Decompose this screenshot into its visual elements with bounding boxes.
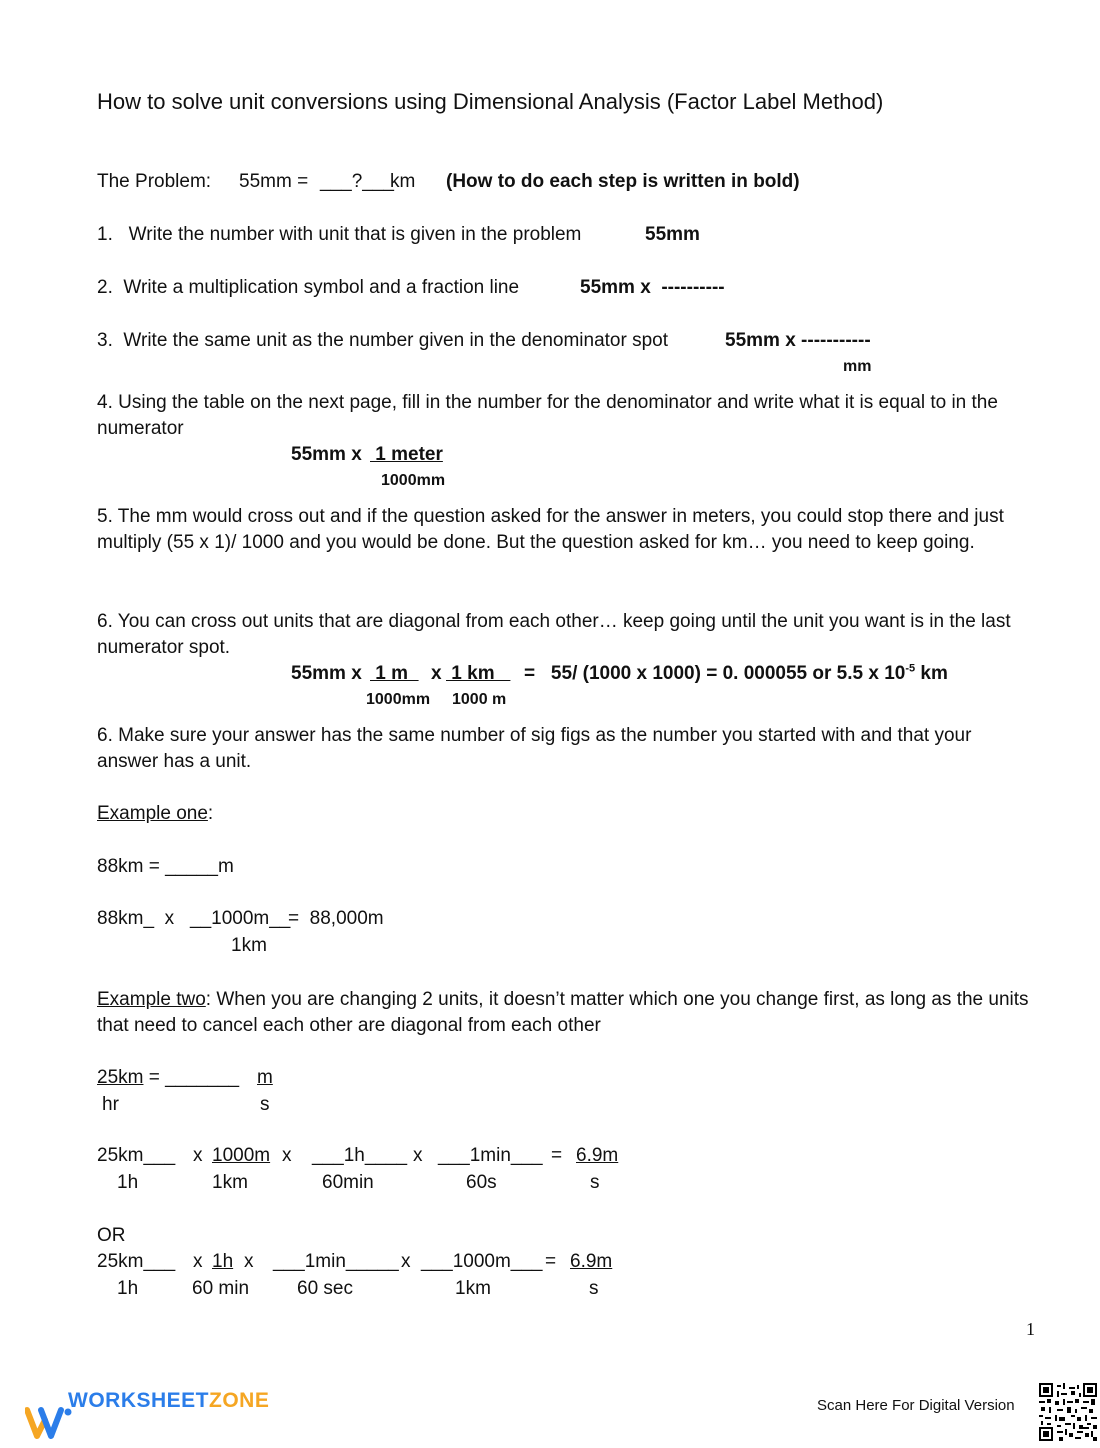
example-two-given-den: hr [102, 1094, 119, 1115]
problem-unit: km [390, 171, 416, 192]
example-two-text: : When you are changing 2 units, it doesn’t matter which one you change first, as long as the units that need to cancel each other are diagonal from each other [97, 989, 1029, 1036]
row2-f2-num: 1h [212, 1251, 234, 1272]
scan-caption: Scan Here For Digital Version [817, 1397, 1015, 1414]
problem-label: The Problem: [97, 171, 212, 192]
row2-f4-den: 1km [455, 1278, 491, 1299]
step-3-text: 3. Write the same unit as the number given in the denominator spot [97, 330, 669, 351]
row1-f1-num: 25km___ [97, 1145, 176, 1166]
example-two-heading: Example two [97, 989, 206, 1010]
problem-expr: 55mm = [239, 171, 309, 192]
step-4-eq-denominator: 1000mm [381, 472, 446, 489]
brand-worksheet: WORKSHEET [68, 1389, 209, 1412]
example-two-intro [97, 987, 1032, 1039]
step-6-eq-times: x [431, 663, 442, 684]
row1-f1-den: 1h [117, 1172, 139, 1193]
step-6-eq-numerator-1: 1 m [370, 663, 419, 684]
step-7-text: 6. Make sure your answer has the same number of sig figs as the number you started with and that your answer has a unit. [97, 725, 972, 772]
step-6-eq-result [524, 663, 948, 686]
qr-code-icon[interactable] [1028, 1360, 1086, 1418]
page-number: 1 [1026, 1319, 1035, 1339]
row1-f2-num: 1000m [212, 1145, 271, 1166]
or-label: OR [97, 1225, 126, 1246]
row1-result-num: 6.9m [576, 1145, 619, 1166]
step-6-eq-denominator-2: 1000 m [452, 691, 507, 708]
row1-f2-den: 1km [212, 1172, 248, 1193]
example-two-given-unit-num: m [257, 1067, 273, 1088]
step-6-eq-numerator-2: 1 km [446, 663, 511, 684]
row1-x2: x [282, 1145, 292, 1166]
row1-result-den: s [590, 1172, 600, 1193]
example-two-given-num: 25km [97, 1067, 144, 1088]
step-1-text: 1. Write the number with unit that is given in the problem [97, 224, 582, 245]
problem-note: (How to do each step is written in bold) [446, 171, 800, 192]
step-2-bold: 55mm x ---------- [580, 277, 725, 298]
row2-f3-den: 60 sec [297, 1278, 353, 1299]
example-one-numerator: __1000m__ [190, 908, 291, 929]
row2-eq: = [545, 1251, 557, 1272]
row2-x3: x [401, 1251, 411, 1272]
step-5-text: 5. The mm would cross out and if the question asked for the answer in meters, you could stop there and just multiply (55 x 1)/ 1000 and you would be done. But the question asked for km… you need to keep going. [97, 506, 1004, 553]
step-6-eq-result-text: = 55/ (1000 x 1000) = 0. 000055 or 5.5 x 10 [524, 663, 906, 684]
row2-f1-den: 1h [117, 1278, 139, 1299]
step-4-eq-lead: 55mm x [291, 444, 368, 465]
row2-x1: x [193, 1251, 203, 1272]
brand-zone: ZONE [209, 1389, 270, 1412]
row2-f2-den: 60 min [192, 1278, 250, 1299]
step-6-eq-unit: km [915, 663, 948, 684]
step-3-bold: 55mm x ----------- [725, 330, 871, 351]
example-one-heading-text: Example one [97, 803, 208, 824]
row2-f4-num: ___1000m___ [421, 1251, 543, 1272]
example-one-colon: : [207, 803, 214, 824]
row2-x2: x [244, 1251, 254, 1272]
row2-result-den: s [589, 1278, 599, 1299]
problem-blank: ___?___ [320, 171, 394, 192]
example-one-heading [97, 803, 213, 826]
step-2-text: 2. Write a multiplication symbol and a fraction line [97, 277, 520, 298]
step-6-eq-exponent: -5 [905, 662, 916, 675]
row1-eq: = [551, 1145, 563, 1166]
page-title: How to solve unit conversions using Dimensional Analysis (Factor Label Method) [97, 89, 884, 114]
example-one-result: = 88,000m [288, 908, 384, 929]
row1-x1: x [193, 1145, 203, 1166]
row2-f1-num: 25km___ [97, 1251, 176, 1272]
row1-f3-den: 60min [322, 1172, 374, 1193]
row1-x3: x [413, 1145, 423, 1166]
step-6-eq-lead: 55mm x [291, 663, 368, 684]
example-one-lead: 88km_ x [97, 908, 185, 929]
example-two-given-unit-den: s [260, 1094, 270, 1115]
step-4-text: 4. Using the table on the next page, fill in the number for the denominator and write what it is equal to in the numerator [97, 392, 998, 439]
row1-f4-den: 60s [466, 1172, 497, 1193]
example-one-problem: 88km = _____m [97, 856, 234, 877]
row2-f3-num: ___1min_____ [273, 1251, 399, 1272]
row2-result-num: 6.9m [570, 1251, 613, 1272]
example-two-given [97, 1067, 239, 1090]
step-1-bold: 55mm [645, 224, 700, 245]
step-4-eq-numerator: 1 meter [370, 444, 443, 465]
step-6-eq-denominator-1: 1000mm [366, 691, 431, 708]
row1-f4-num: ___1min___ [438, 1145, 543, 1166]
example-two-given-eq: = _______ [143, 1067, 240, 1088]
row1-f3-num: ___1h____ [312, 1145, 408, 1166]
example-one-denominator: 1km [231, 935, 267, 956]
worksheetzone-logo-icon [14, 1383, 62, 1417]
step-3-denominator: mm [843, 358, 872, 375]
step-6-text: 6. You can cross out units that are diagonal from each other… keep going until the unit you want is in the last numerator spot. [97, 611, 1011, 658]
worksheetzone-logo-text [68, 1388, 269, 1413]
